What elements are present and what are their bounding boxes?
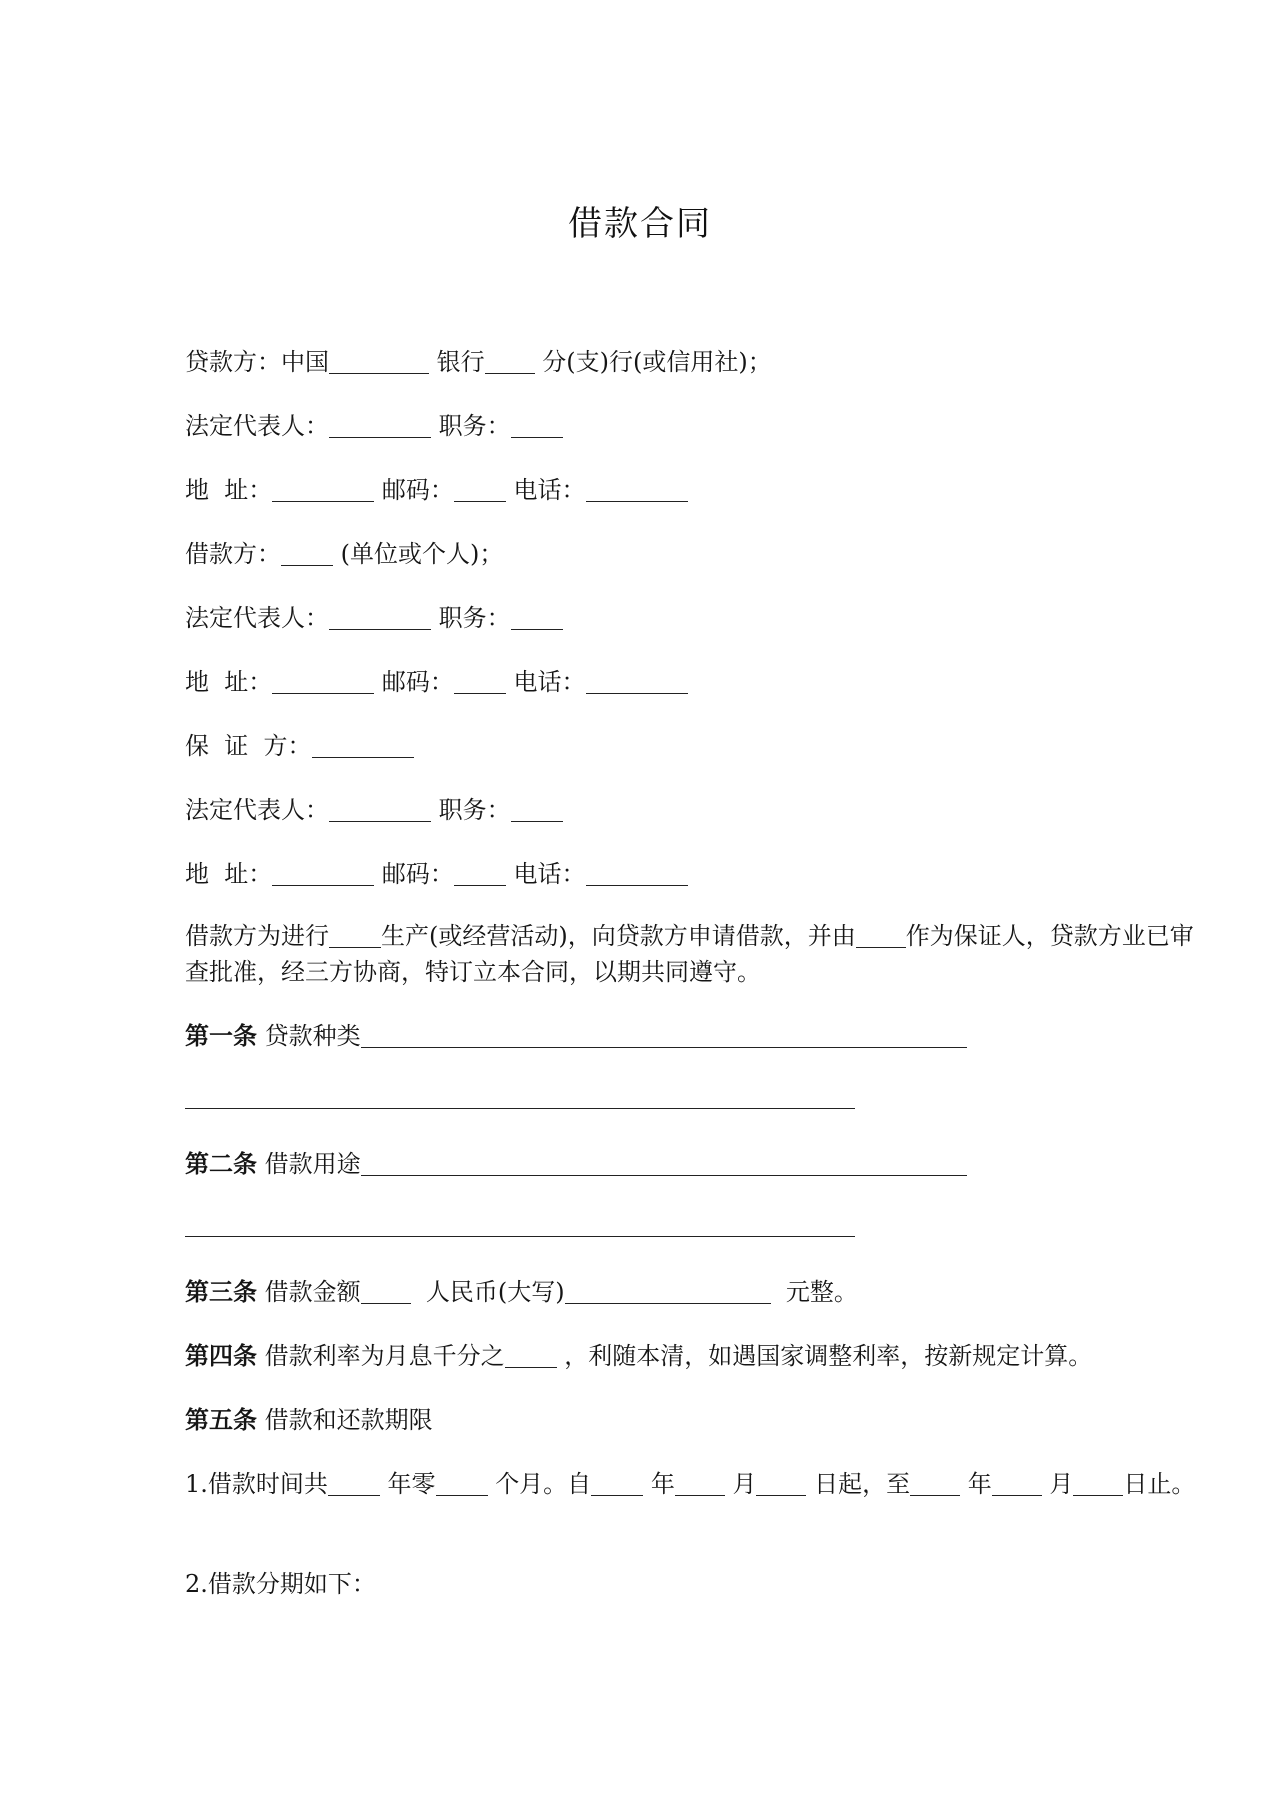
item-1 [185, 1466, 1215, 1502]
article-number: 第一条 [185, 1022, 257, 1050]
loan-purpose-blank[interactable] [361, 1149, 967, 1176]
zip-label: 邮码： [381, 476, 454, 504]
article-3 [185, 1274, 858, 1310]
item-text: 月 [732, 1470, 757, 1498]
addr-blank[interactable] [272, 475, 374, 502]
end-year-blank[interactable] [910, 1469, 960, 1496]
amount-blank[interactable] [361, 1277, 411, 1304]
phone-blank[interactable] [586, 859, 688, 886]
phone-label: 电话： [513, 668, 586, 696]
production-blank[interactable] [329, 921, 381, 948]
borrower-addr-line [185, 664, 688, 700]
intro-text-1: 借款方为进行 [185, 922, 329, 950]
guarantor-line [185, 728, 414, 764]
intro-paragraph [185, 918, 1215, 990]
intro-text-2: 生产(或经营活动)，向贷款方申请借款，并由 [381, 922, 856, 950]
rmb-label: 人民币(大写) [425, 1278, 565, 1306]
phone-blank[interactable] [586, 475, 688, 502]
start-year-blank[interactable] [591, 1469, 643, 1496]
intro-text-3: 作为保证人，贷款方业已审查批准，经三方协商，特订立本合同，以期共同遵守。 [185, 922, 1194, 986]
article-5 [185, 1402, 433, 1438]
item-2: 2.借款分期如下： [185, 1570, 376, 1598]
bank-name-blank[interactable] [329, 347, 429, 374]
article-number: 第三条 [185, 1278, 257, 1306]
lender-rep-line [185, 408, 563, 444]
guarantor-label: 保 证 方： [185, 732, 312, 760]
rep-label: 法定代表人： [185, 796, 329, 824]
borrower-rep-line [185, 600, 563, 636]
item-text: 年 [967, 1470, 992, 1498]
phone-label: 电话： [513, 860, 586, 888]
rep-blank[interactable] [329, 795, 431, 822]
zip-blank[interactable] [454, 475, 506, 502]
loan-type-blank[interactable] [361, 1021, 967, 1048]
rep-title-label: 职务： [438, 604, 511, 632]
rep-blank[interactable] [329, 603, 431, 630]
article-number: 第五条 [185, 1406, 257, 1434]
loan-type-blank-continued[interactable] [185, 1108, 855, 1109]
start-day-blank[interactable] [756, 1469, 806, 1496]
end-month-blank[interactable] [992, 1469, 1042, 1496]
item-text: 日起，至 [814, 1470, 911, 1498]
article-text: 借款用途 [264, 1150, 361, 1178]
article-1 [185, 1018, 967, 1054]
amount-words-blank[interactable] [565, 1277, 771, 1304]
years-blank[interactable] [328, 1469, 380, 1496]
branch-label: 分(支)行(或信用社)； [542, 348, 772, 376]
item-text: 月 [1049, 1470, 1074, 1498]
branch-blank[interactable] [485, 347, 535, 374]
guarantor-addr-line [185, 856, 688, 892]
guarantor-rep-line [185, 792, 563, 828]
article-text: 贷款种类 [264, 1022, 361, 1050]
rep-title-label: 职务： [438, 412, 511, 440]
phone-label: 电话： [513, 476, 586, 504]
item-text: 日止。 [1123, 1470, 1196, 1498]
zip-label: 邮码： [381, 860, 454, 888]
addr-label: 地 址： [185, 476, 273, 504]
lender-label: 贷款方：中国 [185, 348, 329, 376]
amount-tail: 元整。 [785, 1278, 858, 1306]
addr-label: 地 址： [185, 668, 273, 696]
addr-blank[interactable] [272, 667, 374, 694]
rep-title-blank[interactable] [511, 411, 563, 438]
document-title: 借款合同 [568, 204, 712, 244]
end-day-blank[interactable] [1073, 1469, 1123, 1496]
start-month-blank[interactable] [675, 1469, 725, 1496]
item-text: 年 [650, 1470, 675, 1498]
months-blank[interactable] [436, 1469, 488, 1496]
rep-title-blank[interactable] [511, 795, 563, 822]
addr-label: 地 址： [185, 860, 273, 888]
rep-title-blank[interactable] [511, 603, 563, 630]
article-text: 借款金额 [264, 1278, 361, 1306]
article-4 [185, 1338, 1092, 1374]
phone-blank[interactable] [586, 667, 688, 694]
rep-label: 法定代表人： [185, 604, 329, 632]
borrower-label: 借款方： [185, 540, 281, 568]
loan-purpose-blank-continued[interactable] [185, 1236, 855, 1237]
lender-addr-line [185, 472, 688, 508]
article-tail: ，利随本清，如遇国家调整利率，按新规定计算。 [564, 1342, 1093, 1370]
lender-line [185, 344, 772, 380]
borrower-line [185, 536, 503, 572]
rep-title-label: 职务： [438, 796, 511, 824]
addr-blank[interactable] [272, 859, 374, 886]
item-text: 个月。自 [495, 1470, 592, 1498]
borrower-blank[interactable] [281, 539, 333, 566]
borrower-note: (单位或个人)； [340, 540, 504, 568]
zip-label: 邮码： [381, 668, 454, 696]
rep-label: 法定代表人： [185, 412, 329, 440]
bank-label: 银行 [436, 348, 485, 376]
article-text: 借款和还款期限 [264, 1406, 433, 1434]
rep-blank[interactable] [329, 411, 431, 438]
article-number: 第二条 [185, 1150, 257, 1178]
guarantor-blank[interactable] [312, 731, 414, 758]
article-number: 第四条 [185, 1342, 257, 1370]
article-text: 借款利率为月息千分之 [264, 1342, 505, 1370]
item-text: 1.借款时间共 [185, 1470, 328, 1498]
item-text: 年零 [387, 1470, 436, 1498]
zip-blank[interactable] [454, 667, 506, 694]
interest-rate-blank[interactable] [505, 1341, 557, 1368]
zip-blank[interactable] [454, 859, 506, 886]
article-2 [185, 1146, 967, 1182]
guarantor-name-blank[interactable] [856, 921, 906, 948]
